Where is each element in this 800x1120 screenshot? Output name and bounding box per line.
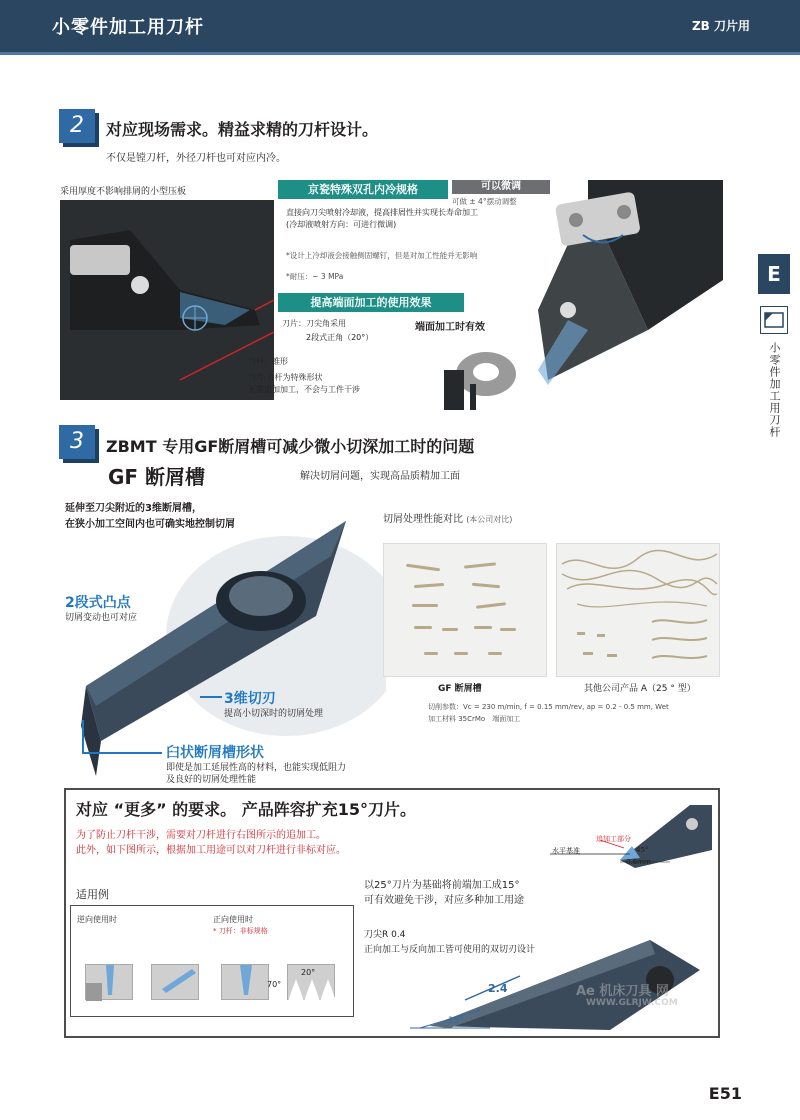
watermark-url: WWW.GLRJW.COM (586, 998, 678, 1008)
header-category: ZB 刀片用 (691, 19, 750, 33)
application-examples-box (70, 905, 354, 1017)
section2-subtitle: 不仅是镗刀杆，外径刀杆也可对应内冷。 (106, 153, 286, 164)
holder-taper-label: 刀杆：锥形 (248, 357, 288, 366)
lineup-title: 对应 “更多” 的要求。 产品阵容扩充15°刀片。 (76, 800, 417, 819)
compare-title-text: 切屑处理性能对比 (383, 514, 463, 525)
shape-label-2: 无需追加加工，不会与工件干涉 (248, 385, 360, 394)
gf-photo-caption: GF 断屑槽 (438, 684, 482, 694)
cutting-conditions-2: 加工材料 35CrMo 端面加工 (428, 715, 521, 723)
application-title: 适用例 (76, 888, 109, 901)
header-underline (0, 52, 800, 55)
forward-use-note: * 刀杆：非标规格 (213, 927, 268, 935)
reverse-use-label: 逆向使用时 (77, 915, 117, 924)
note-screw: *设计上冷却液会接触侧固螺钉，但是对加工性能并无影响 (286, 251, 478, 260)
forward-example-1 (221, 964, 269, 1000)
note-pressure: *耐压：~ 3 MPa (286, 272, 344, 281)
mortar-groove-desc-2: 及良好的切屑处理性能 (166, 775, 257, 785)
competitor-photo-caption: 其他公司产品 A（25 ° 型） (584, 684, 696, 694)
tip-radius-label: 刀尖R 0.4 (364, 930, 406, 940)
convex-callout-desc: 切屑变动也可对应 (65, 613, 138, 623)
coolant-desc-1: 直接向刀尖喷射冷却液，提高排屑性并实现长寿命加工 (286, 208, 478, 217)
boring-bar-image (528, 180, 723, 402)
holder-category-icon (760, 306, 788, 334)
extend-groove-line-1: 延伸至刀尖附近的3维断屑槽， (65, 503, 202, 514)
dim-06-label: 0.6mm (626, 858, 651, 866)
compare-note: (本公司对比) (466, 515, 513, 524)
angle-20-label: 20° (301, 968, 316, 977)
shape-label-1: 刀片·刀杆为特殊形状 (248, 373, 323, 382)
section2-number: 2 (59, 109, 95, 143)
coolant-spec-bar: 京瓷特殊双孔内冷规格 (278, 180, 448, 199)
section3-title: ZBMT 专用GF断屑槽可减少微小切深加工时的问题 (106, 437, 475, 456)
insert-label-2: 2段式正角（20°） (306, 333, 374, 342)
fine-adjust-desc: 可做 ± 4°摆动调整 (452, 197, 517, 206)
outer-holder-image (60, 200, 274, 400)
lineup-desc-1: 以25°刀片为基础将前端加工成15° (364, 880, 520, 891)
horizontal-reference-label: 水平基准 (552, 847, 580, 855)
gf-insert-image (56, 496, 386, 776)
dim-24-label: 2.4 (488, 982, 508, 995)
forward-use-label: 正向使用时 (213, 915, 253, 924)
callout-mortar-leader-h (82, 752, 162, 754)
gf-heading: GF 断屑槽 (108, 465, 206, 489)
clamp-label: 采用厚度不影响排屑的小型压板 (60, 187, 187, 197)
section-tab-letter[interactable]: E (758, 254, 790, 294)
angle-45-label: 45° (636, 846, 649, 854)
competitor-chip-photo (556, 543, 720, 677)
cutting-conditions-1: 切削参数：Vc = 230 m/min, f = 0.15 mm/rev, ap = 0.2 - 0.5 mm, Wet (428, 703, 669, 711)
section2-title: 对应现场需求。精益求精的刀杆设计。 (106, 120, 379, 139)
callout-3d-leader (200, 696, 222, 698)
face-effective-label: 端面加工时有效 (415, 322, 485, 333)
mortar-groove-desc-1: 即使是加工延展性高的材料，也能实现低阻力 (166, 763, 347, 773)
washer-workpiece-image (440, 340, 520, 412)
lineup-desc-2: 可有效避免干涉，对应多种加工用途 (364, 895, 524, 906)
cutting-edge-3d-desc: 提高小切深时的切屑处理 (224, 709, 324, 719)
watermark-cn: Ae 机床刀具 网 (576, 984, 669, 999)
section3-number: 3 (59, 425, 95, 459)
compare-title (383, 513, 512, 526)
reverse-example-1 (85, 964, 133, 1000)
side-tab-label: 小零件加工用刀杆 (768, 342, 781, 438)
tip-radius-desc: 正向加工与反向加工皆可使用的双切刃设计 (364, 945, 536, 955)
angle-15-label: 15° (448, 1016, 464, 1026)
fine-adjust-bar: 可以微调 (452, 180, 550, 194)
gf-chip-photo (383, 543, 547, 677)
reverse-example-2 (151, 964, 199, 1000)
red-notice-1: 为了防止刀杆干涉，需要对刀杆进行右图所示的追加工。 (76, 830, 326, 841)
insert-label-1: 刀片：刀尖角采用 (282, 319, 346, 328)
extend-groove-line-2: 在狭小加工空间内也可确实地控制切屑 (65, 519, 235, 530)
convex-callout: 2段式凸点 (65, 595, 131, 611)
angle-70-label: 70° (267, 980, 282, 989)
page-number: E51 (708, 1084, 742, 1103)
face-machining-bar: 提高端面加工的使用效果 (278, 293, 464, 312)
extra-machining-label: 追加工部分 (596, 835, 631, 843)
red-notice-2: 此外，如下图所示，根据加工用途可以对刀杆进行非标对应。 (76, 845, 346, 856)
header-title: 小零件加工用刀杆 (52, 17, 204, 38)
callout-mortar-leader-v (82, 720, 84, 754)
gf-tagline: 解决切屑问题，实现高品质精加工面 (300, 471, 460, 482)
cutting-edge-3d-callout: 3维切刃 (224, 691, 276, 707)
mortar-groove-callout: 臼状断屑槽形状 (166, 745, 264, 761)
coolant-desc-2: (冷却液喷射方向：可进行微调) (286, 220, 397, 229)
